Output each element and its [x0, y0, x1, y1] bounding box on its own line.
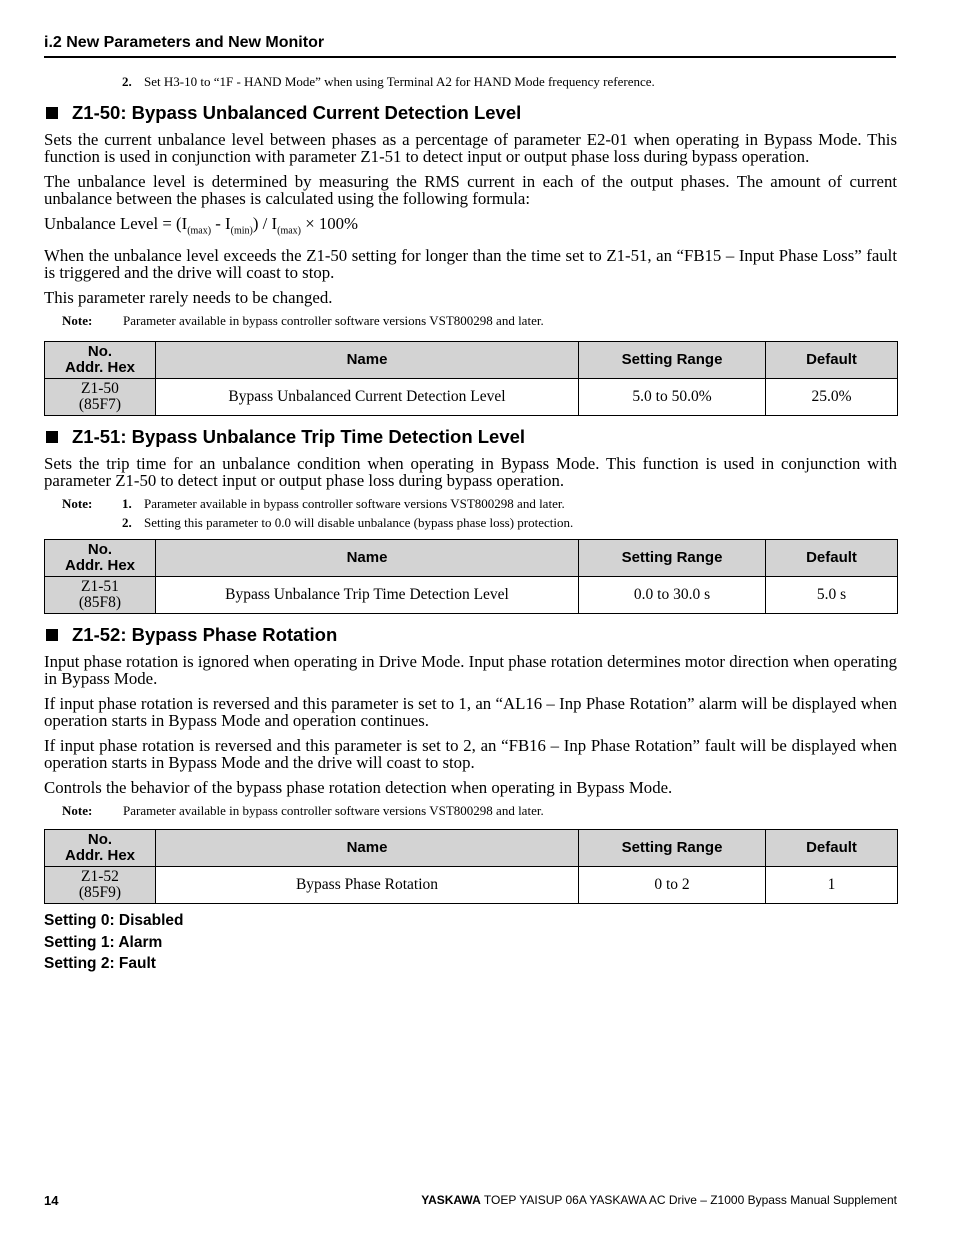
- square-bullet-icon: [46, 431, 58, 443]
- formula-sub: (min): [230, 225, 253, 237]
- note-text: Parameter available in bypass controller software versions VST800298 and later.: [123, 803, 544, 819]
- table-header-row: [45, 342, 898, 379]
- paragraph: If input phase rotation is reversed and this parameter is set to 1, an “AL16 – Inp Phase Rotation” alarm will be displayed when operation starts in Bypass Mode and operation continues.: [44, 694, 897, 731]
- note: [44, 801, 897, 821]
- header-title: i.2 New Parameters and New Monitor: [44, 34, 325, 51]
- formula-sub: (max): [277, 225, 301, 237]
- table-row: [45, 867, 898, 904]
- note: [44, 494, 897, 513]
- note: [44, 513, 897, 533]
- note-number: 2.: [122, 74, 132, 89]
- cell-name: Bypass Phase Rotation: [156, 867, 579, 904]
- note-number: 2.: [122, 515, 132, 531]
- note-text: Parameter available in bypass controller software versions VST800298 and later.: [144, 496, 565, 512]
- note-label: Note:: [62, 313, 93, 329]
- column-header-default: Default: [766, 342, 898, 379]
- paragraph: When the unbalance level exceeds the Z1-50 setting for longer than the time set to Z1-51, an “FB15 – Input Phase Loss” fault is triggered and the drive will coast to stop.: [44, 246, 897, 283]
- column-header-name: Name: [156, 342, 579, 379]
- section-title-text: Z1-51: Bypass Unbalance Trip Time Detection Level: [72, 426, 526, 448]
- cell-addr: Z1-52 (85F9): [45, 867, 156, 904]
- paragraph: Sets the current unbalance level between phases as a percentage of parameter E2-01 when operating in Bypass Mode. This function is used in conjunction with parameter Z1-51 to detect input or output phase loss during bypass operation.: [44, 130, 897, 166]
- column-header-default: Default: [766, 830, 898, 867]
- column-header-range: Setting Range: [579, 830, 766, 867]
- top-note: [44, 72, 897, 92]
- formula: [44, 215, 897, 239]
- section-title-text: Z1-50: Bypass Unbalanced Current Detection Level: [72, 102, 522, 123]
- cell-default: 5.0 s: [766, 577, 898, 614]
- document-name: TOEP YAISUP 06A YASKAWA AC Drive – Z1000 Bypass Manual Supplement: [480, 1193, 897, 1207]
- note-text: Set H3-10 to “1F - HAND Mode” when using Terminal A2 for HAND Mode frequency reference.: [144, 74, 655, 89]
- paragraph: Sets the trip time for an unbalance condition when operating in Bypass Mode. This function is used in conjunction with parameter Z1-50 to detect input or output phase loss during bypass operation.: [44, 454, 897, 491]
- column-header-addr: No. Addr. Hex: [45, 540, 156, 577]
- cell-default: 1: [766, 867, 898, 904]
- square-bullet-icon: [46, 629, 58, 641]
- column-header-addr: No. Addr. Hex: [45, 830, 156, 867]
- paragraph: Input phase rotation is ignored when operating in Drive Mode. Input phase rotation determines motor direction when operating in Bypass Mode.: [44, 652, 897, 689]
- column-header-range: Setting Range: [579, 342, 766, 379]
- section-title-z1-51: [44, 426, 897, 448]
- section-title-z1-52: [44, 624, 897, 646]
- formula-part: - I: [211, 214, 231, 233]
- note-text: Setting this parameter to 0.0 will disable unbalance (bypass phase loss) protection.: [144, 515, 574, 531]
- cell-addr: Z1-51 (85F8): [45, 577, 156, 614]
- parameter-table-z1-51: [44, 539, 898, 614]
- parameter-table-z1-52: [44, 829, 898, 904]
- cell-range: 0 to 2: [579, 867, 766, 904]
- column-header-name: Name: [156, 540, 579, 577]
- table-row: [45, 379, 898, 416]
- table-row: [45, 577, 898, 614]
- page-number: 14: [44, 1193, 59, 1208]
- paragraph: This parameter rarely needs to be changed.: [44, 288, 333, 308]
- column-header-default: Default: [766, 540, 898, 577]
- section-title-text: Z1-52: Bypass Phase Rotation: [72, 624, 338, 646]
- column-header-name: Name: [156, 830, 579, 867]
- square-bullet-icon: [46, 107, 58, 119]
- section-title-z1-50: [44, 102, 897, 124]
- formula-sub: (max): [187, 225, 212, 237]
- page-header: [44, 34, 896, 58]
- cell-range: 5.0 to 50.0%: [579, 379, 766, 416]
- note-label: Note:: [62, 803, 93, 819]
- column-header-range: Setting Range: [579, 540, 766, 577]
- formula-part: ) / I: [252, 214, 278, 233]
- note-label: Note:: [62, 496, 93, 512]
- table-header-row: [45, 540, 898, 577]
- note-text: Parameter available in bypass controller software versions VST800298 and later.: [123, 313, 544, 329]
- table-header-row: [45, 830, 898, 867]
- parameter-table-z1-50: [44, 341, 898, 416]
- page-footer: [44, 1193, 897, 1211]
- cell-name: Bypass Unbalance Trip Time Detection Level: [156, 577, 579, 614]
- formula-part: Unbalance Level = (I: [44, 214, 188, 233]
- paragraph: Controls the behavior of the bypass phase rotation detection when operating in Bypass Mode.: [44, 778, 673, 798]
- main-content: [44, 72, 897, 975]
- column-header-addr: No. Addr. Hex: [45, 342, 156, 379]
- brand-name: YASKAWA: [421, 1193, 481, 1207]
- formula-part: × 100%: [301, 214, 359, 233]
- note-number: 1.: [122, 496, 132, 512]
- note: [44, 311, 897, 331]
- setting-item: Setting 0: Disabled: [44, 912, 184, 930]
- paragraph: If input phase rotation is reversed and this parameter is set to 2, an “FB16 – Inp Phase Rotation” fault will be displayed when operation starts in Bypass Mode and the drive will coast to stop.: [44, 736, 897, 773]
- cell-default: 25.0%: [766, 379, 898, 416]
- setting-item: Setting 1: Alarm: [44, 933, 163, 951]
- cell-name: Bypass Unbalanced Current Detection Level: [156, 379, 579, 416]
- cell-addr: Z1-50 (85F7): [45, 379, 156, 416]
- document-title: [421, 1193, 897, 1207]
- paragraph: The unbalance level is determined by measuring the RMS current in each of the output phases. The amount of current unbalance between the phases is calculated using the following formula:: [44, 172, 897, 208]
- settings-list: [44, 910, 897, 975]
- setting-item: Setting 2: Fault: [44, 955, 156, 973]
- cell-range: 0.0 to 30.0 s: [579, 577, 766, 614]
